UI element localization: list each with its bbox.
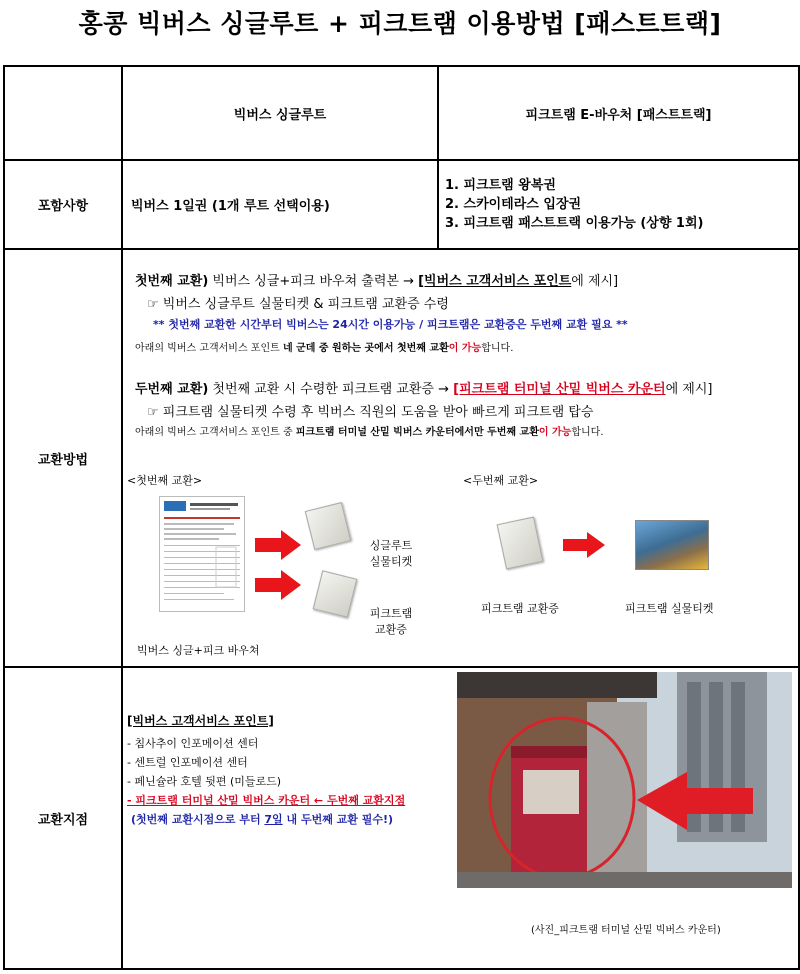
includes-peak-item: 1. 피크트램 왕복권 [445,178,556,193]
peak-voucher-ticket-image [313,570,358,618]
peak-tram-ticket-image [635,520,709,570]
first-exchange-sub: ☞ 빅버스 싱글루트 실물티켓 & 피크트램 교환증 수령 [147,297,449,312]
hint-text: 아래의 빅버스 고객서비스 포인트 중 [135,427,296,438]
right-arrow-icon [255,530,301,560]
voucher-printout-image [159,496,245,612]
hint-red: 이 가능 [538,427,572,438]
second-exchange-text: 첫번째 교환 시 수령한 피크트램 교환증 → [208,382,454,397]
hint-red: 이 가능 [448,343,482,354]
peak-voucher-label [365,605,417,637]
page-title: 홍콩 빅버스 싱글루트 + 피크트램 이용방법 [패스트트랙] [78,9,722,38]
location-list [127,734,405,810]
second-exchange-line [135,378,712,397]
location-heading: [빅버스 고객서비스 포인트] [127,714,274,728]
includes-peak-item: 2. 스카이테라스 입장권 [445,197,582,212]
first-exchange-note: ** 첫번째 교환한 시간부터 빅버스는 24시간 이용가능 / 피크트램은 교환증은 두번째 교환 필요 ** [153,318,628,331]
location-item: - 침사추이 인포메이션 센터 [127,737,259,750]
includes-peak-item: 3. 피크트램 패스트트랙 이용가능 (상향 1회) [445,216,704,231]
note-text: (첫번째 교환시점으로 부터 [131,813,265,826]
hint-bold: 네 군데 중 원하는 곳에서 첫번째 교환 [282,343,449,354]
first-exchange-caption: <첫번째 교환> [127,474,203,487]
first-exchange-target: [빅버스 고객서비스 포인트 [418,274,572,289]
peak-exchange-label: 피크트램 교환증 [481,602,559,615]
single-route-ticket-image [305,502,352,550]
hint-text: 합니다. [571,427,604,438]
right-arrow-icon [563,532,605,558]
second-exchange-end: 에 제시] [665,382,713,397]
peak-voucher-label-line: 피크트램 [369,607,413,620]
corner-cell [4,66,122,160]
hint-text: 합니다. [481,343,514,354]
row-label-location: 교환지점 [4,667,122,969]
second-exchange-sub: ☞ 피크트램 실물티켓 수령 후 빅버스 직원의 도움을 받아 빠르게 피크트램 탑승 [147,405,594,420]
note-text: 내 두번째 교환 필수!) [282,813,394,826]
location-cell [122,667,799,969]
peak-ticket-label: 피크트램 실물티켓 [625,602,714,615]
second-exchange-target: [피크트램 터미널 산밑 빅버스 카운터 [453,382,666,397]
first-exchange-hint [135,339,513,354]
second-exchange-label: 두번째 교환) [135,382,209,397]
header-bigbus: 빅버스 싱글루트 [122,66,438,160]
counter-photo-illustration [457,672,792,888]
row-label-exchange: 교환방법 [4,249,122,667]
second-exchange-hint [135,423,604,438]
first-exchange-end: 에 제시] [571,274,619,289]
hint-bold: 피크트램 터미널 산밑 빅버스 카운터에서만 두번째 교환 [295,427,539,438]
counter-photo [457,672,792,888]
first-exchange-text: 빅버스 싱글+피크 바우쳐 출력본 → [208,274,419,289]
note-days: 7일 [264,813,283,826]
location-item: - 센트럴 인포메이션 센터 [127,756,248,769]
header-peaktram: 피크트램 E-바우처 [패스트트랙] [438,66,799,160]
voucher-document-icon [160,497,244,611]
location-item: - 페닌슐라 호텔 뒷편 (미들로드) [127,775,282,788]
second-exchange-caption: <두번째 교환> [463,474,539,487]
hint-text: 아래의 빅버스 고객서비스 포인트 [135,343,283,354]
location-note [131,811,393,827]
exchange-method-cell [122,249,799,667]
first-exchange-label: 첫번째 교환) [135,274,209,289]
peak-voucher-label-line: 교환증 [375,623,407,636]
info-table [3,65,800,970]
single-ticket-label-line: 실물티켓 [369,555,413,568]
includes-peak-list [438,160,799,249]
single-ticket-label [365,537,417,569]
right-arrow-icon [255,570,301,600]
includes-bigbus: 빅버스 1일권 (1개 루트 선택이용) [122,160,438,249]
single-ticket-label-line: 싱글루트 [369,539,413,552]
photo-caption: (사진_피크트램 터미널 산밑 빅버스 카운터) [531,925,721,936]
row-label-includes: 포함사항 [4,160,122,249]
first-exchange-line [135,270,618,289]
location-highlight: - 피크트램 터미널 산밑 빅버스 카운터 ← 두번째 교환지점 [127,794,406,807]
voucher-label: 빅버스 싱글+피크 바우쳐 [137,644,260,657]
peak-exchange-ticket-image [497,517,544,570]
